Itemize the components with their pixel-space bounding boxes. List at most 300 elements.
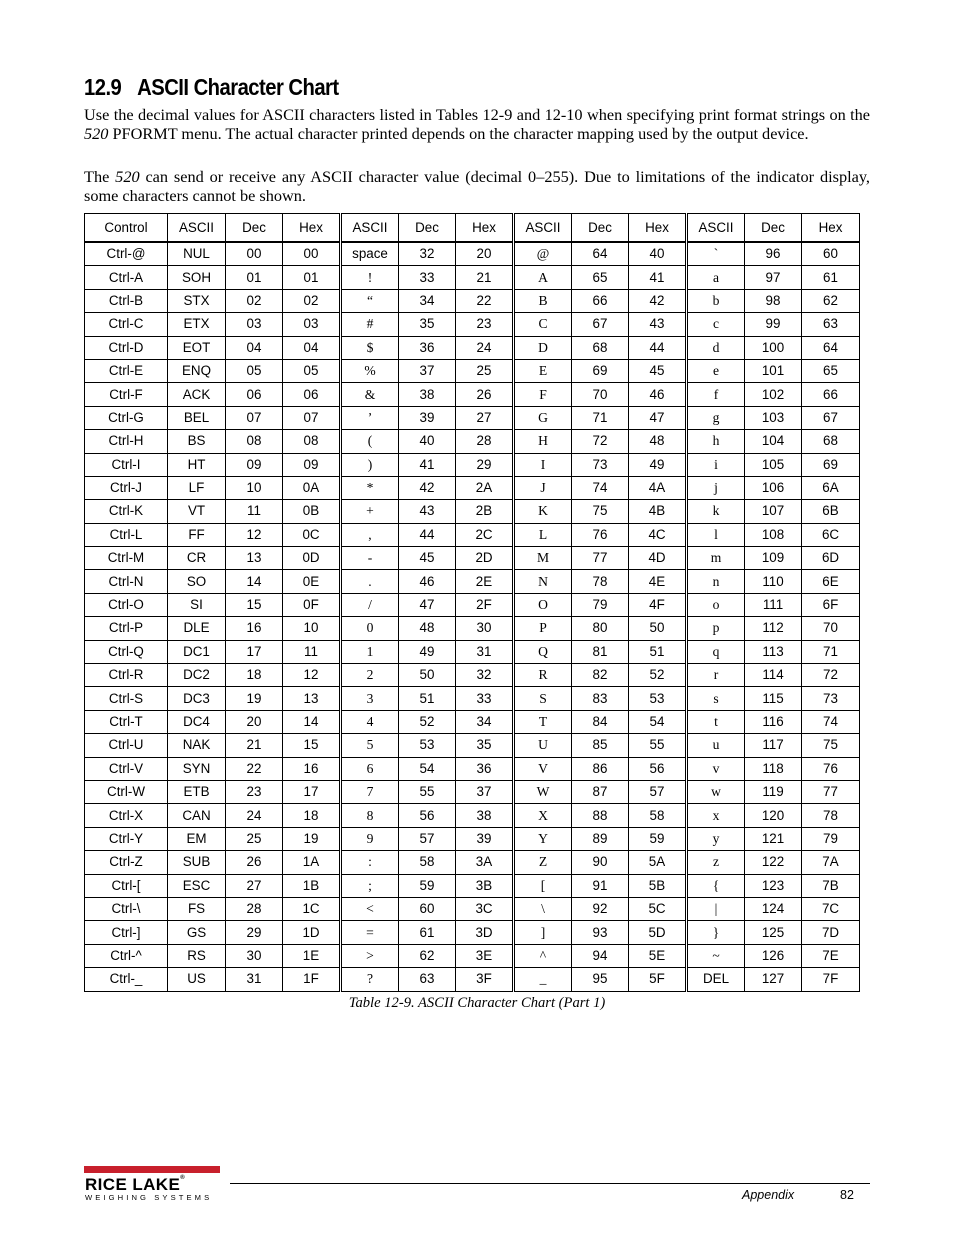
table-cell: 115 — [745, 687, 802, 710]
table-cell: 63 — [802, 313, 860, 336]
table-caption: Table 12-9. ASCII Character Chart (Part 1) — [348, 995, 606, 1011]
table-cell: 29 — [456, 453, 514, 476]
column-header: ASCII — [687, 214, 745, 243]
table-cell: 51 — [399, 687, 456, 710]
table-cell: Ctrl-U — [85, 734, 168, 757]
table-cell: 52 — [629, 664, 687, 687]
table-cell: < — [341, 897, 399, 920]
table-cell: 7A — [802, 851, 860, 874]
table-cell: LF — [168, 476, 226, 499]
table-cell: Ctrl-C — [85, 313, 168, 336]
table-cell: Ctrl-K — [85, 500, 168, 523]
table-cell: 1B — [283, 874, 341, 897]
table-cell: Ctrl-T — [85, 710, 168, 733]
table-cell: W — [514, 780, 572, 803]
table-cell: 5F — [629, 968, 687, 991]
table-cell: 18 — [283, 804, 341, 827]
table-cell: GS — [168, 921, 226, 944]
table-cell: 55 — [399, 780, 456, 803]
table-cell: 1F — [283, 968, 341, 991]
table-cell: 66 — [572, 289, 629, 312]
table-cell: ^ — [514, 944, 572, 967]
table-cell: 75 — [572, 500, 629, 523]
table-cell: 0A — [283, 476, 341, 499]
table-cell: 17 — [226, 640, 283, 663]
table-row — [85, 944, 860, 967]
table-cell: T — [514, 710, 572, 733]
table-cell: 11 — [226, 500, 283, 523]
table-cell: RS — [168, 944, 226, 967]
table-cell: [ — [514, 874, 572, 897]
table-cell: 09 — [226, 453, 283, 476]
table-cell: “ — [341, 289, 399, 312]
table-cell: / — [341, 593, 399, 616]
table-cell: c — [687, 313, 745, 336]
table-cell: I — [514, 453, 572, 476]
table-cell: ~ — [687, 944, 745, 967]
table-cell: 1E — [283, 944, 341, 967]
table-cell: 100 — [745, 336, 802, 359]
table-cell: w — [687, 780, 745, 803]
table-row — [85, 242, 860, 266]
table-cell: 32 — [456, 664, 514, 687]
table-cell: 46 — [399, 570, 456, 593]
table-cell: ’ — [341, 406, 399, 429]
table-cell: 21 — [226, 734, 283, 757]
table-cell: 65 — [802, 359, 860, 382]
table-row — [85, 406, 860, 429]
table-cell: 31 — [456, 640, 514, 663]
table-cell: 96 — [745, 242, 802, 266]
table-cell: 4E — [629, 570, 687, 593]
table-cell: 24 — [456, 336, 514, 359]
table-cell: 30 — [226, 944, 283, 967]
table-cell: 47 — [399, 593, 456, 616]
table-cell: u — [687, 734, 745, 757]
table-cell: 23 — [456, 313, 514, 336]
table-cell: _ — [514, 968, 572, 991]
table-cell: DC1 — [168, 640, 226, 663]
table-cell: P — [514, 617, 572, 640]
table-cell: ) — [341, 453, 399, 476]
table-cell: 121 — [745, 827, 802, 850]
table-cell: 76 — [572, 523, 629, 546]
table-cell: g — [687, 406, 745, 429]
column-header: ASCII — [514, 214, 572, 243]
table-cell: 3E — [456, 944, 514, 967]
table-cell: 26 — [456, 383, 514, 406]
table-row — [85, 804, 860, 827]
table-cell: 39 — [456, 827, 514, 850]
table-cell: 5B — [629, 874, 687, 897]
table-cell: M — [514, 547, 572, 570]
table-cell: Ctrl-F — [85, 383, 168, 406]
table-cell: 52 — [399, 710, 456, 733]
table-cell: 42 — [629, 289, 687, 312]
table-cell: 58 — [399, 851, 456, 874]
table-cell: 58 — [629, 804, 687, 827]
table-cell: 122 — [745, 851, 802, 874]
table-cell: Ctrl-W — [85, 780, 168, 803]
table-cell: 106 — [745, 476, 802, 499]
table-row — [85, 710, 860, 733]
table-cell: 4 — [341, 710, 399, 733]
table-cell: 6E — [802, 570, 860, 593]
section-number: 12.9 — [84, 74, 122, 100]
table-cell: ; — [341, 874, 399, 897]
table-row — [85, 874, 860, 897]
table-cell: SO — [168, 570, 226, 593]
table-cell: 77 — [572, 547, 629, 570]
table-cell: 0 — [341, 617, 399, 640]
table-cell: DC2 — [168, 664, 226, 687]
table-cell: ESC — [168, 874, 226, 897]
table-cell: 81 — [572, 640, 629, 663]
note-text-2: can send or receive any ASCII character value (decimal 0–255). Due to limitations of the indicator display, some characters cannot be shown. — [84, 167, 870, 205]
table-cell: DEL — [687, 968, 745, 991]
table-cell: 44 — [629, 336, 687, 359]
table-cell: 3C — [456, 897, 514, 920]
table-cell: 3A — [456, 851, 514, 874]
table-cell: 54 — [629, 710, 687, 733]
table-cell: 25 — [226, 827, 283, 850]
table-cell: Ctrl-X — [85, 804, 168, 827]
table-cell: 41 — [629, 266, 687, 289]
table-cell: A — [514, 266, 572, 289]
table-cell: * — [341, 476, 399, 499]
table-cell: 108 — [745, 523, 802, 546]
table-cell: 127 — [745, 968, 802, 991]
table-cell: 44 — [399, 523, 456, 546]
table-cell: 2C — [456, 523, 514, 546]
table-cell: 1A — [283, 851, 341, 874]
table-cell: 33 — [399, 266, 456, 289]
column-header: Dec — [226, 214, 283, 243]
table-cell: 5A — [629, 851, 687, 874]
table-cell: SYN — [168, 757, 226, 780]
table-cell: 73 — [572, 453, 629, 476]
table-cell: 24 — [226, 804, 283, 827]
table-cell: p — [687, 617, 745, 640]
table-cell: D — [514, 336, 572, 359]
table-cell: 37 — [456, 780, 514, 803]
table-cell: 111 — [745, 593, 802, 616]
table-cell: 00 — [226, 242, 283, 266]
table-cell: J — [514, 476, 572, 499]
table-cell: 57 — [399, 827, 456, 850]
table-cell: Ctrl-\ — [85, 897, 168, 920]
table-cell: 4F — [629, 593, 687, 616]
table-cell: ( — [341, 430, 399, 453]
table-cell: Ctrl-S — [85, 687, 168, 710]
table-cell: 5E — [629, 944, 687, 967]
table-cell: 08 — [283, 430, 341, 453]
table-cell: 74 — [802, 710, 860, 733]
table-cell: L — [514, 523, 572, 546]
table-cell: DC4 — [168, 710, 226, 733]
table-cell: 62 — [802, 289, 860, 312]
table-cell: b — [687, 289, 745, 312]
table-cell: 3F — [456, 968, 514, 991]
table-cell: Ctrl-Q — [85, 640, 168, 663]
table-cell: 7 — [341, 780, 399, 803]
table-cell: DC3 — [168, 687, 226, 710]
table-cell: 69 — [802, 453, 860, 476]
table-cell: 20 — [456, 242, 514, 266]
table-row — [85, 780, 860, 803]
table-cell: 4B — [629, 500, 687, 523]
table-cell: 10 — [226, 476, 283, 499]
table-cell: 50 — [399, 664, 456, 687]
table-cell: 73 — [802, 687, 860, 710]
table-cell: 34 — [399, 289, 456, 312]
table-cell: 0F — [283, 593, 341, 616]
table-cell: 2A — [456, 476, 514, 499]
table-cell: 68 — [802, 430, 860, 453]
table-cell: 2F — [456, 593, 514, 616]
table-cell: 28 — [456, 430, 514, 453]
table-cell: 54 — [399, 757, 456, 780]
table-row — [85, 313, 860, 336]
table-cell: \ — [514, 897, 572, 920]
table-cell: 0C — [283, 523, 341, 546]
logo-brand-text: RICE LAKE — [85, 1175, 181, 1194]
table-cell: 79 — [572, 593, 629, 616]
column-header: Dec — [572, 214, 629, 243]
table-cell: 22 — [226, 757, 283, 780]
table-cell: 7D — [802, 921, 860, 944]
table-cell: 61 — [399, 921, 456, 944]
logo-tagline: WEIGHING SYSTEMS — [85, 1193, 213, 1202]
table-row — [85, 476, 860, 499]
table-cell: EOT — [168, 336, 226, 359]
table-cell: 1D — [283, 921, 341, 944]
table-cell: K — [514, 500, 572, 523]
table-cell: 93 — [572, 921, 629, 944]
table-cell: 123 — [745, 874, 802, 897]
footer-section-name: Appendix — [742, 1188, 795, 1202]
table-cell: Ctrl-] — [85, 921, 168, 944]
table-row — [85, 757, 860, 780]
table-cell: t — [687, 710, 745, 733]
table-cell: 6 — [341, 757, 399, 780]
table-cell: 104 — [745, 430, 802, 453]
table-cell: 50 — [629, 617, 687, 640]
table-cell: x — [687, 804, 745, 827]
table-cell: 99 — [745, 313, 802, 336]
table-cell: 51 — [629, 640, 687, 663]
table-cell: SI — [168, 593, 226, 616]
table-cell: 72 — [572, 430, 629, 453]
table-cell: 23 — [226, 780, 283, 803]
table-cell: 65 — [572, 266, 629, 289]
table-cell: 80 — [572, 617, 629, 640]
table-cell: 38 — [399, 383, 456, 406]
table-cell: 110 — [745, 570, 802, 593]
table-cell: 30 — [456, 617, 514, 640]
table-cell: 14 — [226, 570, 283, 593]
table-cell: 119 — [745, 780, 802, 803]
table-row — [85, 359, 860, 382]
table-cell: 4A — [629, 476, 687, 499]
table-cell: 64 — [802, 336, 860, 359]
table-cell: 28 — [226, 897, 283, 920]
table-cell: 56 — [629, 757, 687, 780]
table-cell: Ctrl-A — [85, 266, 168, 289]
table-cell: U — [514, 734, 572, 757]
table-cell: 98 — [745, 289, 802, 312]
table-cell: 7F — [802, 968, 860, 991]
table-cell: CAN — [168, 804, 226, 827]
table-cell: 49 — [399, 640, 456, 663]
table-cell: r — [687, 664, 745, 687]
table-cell: 94 — [572, 944, 629, 967]
table-cell: STX — [168, 289, 226, 312]
table-cell: 6F — [802, 593, 860, 616]
column-header: Dec — [745, 214, 802, 243]
table-cell: 05 — [283, 359, 341, 382]
table-cell: 04 — [226, 336, 283, 359]
table-cell: 56 — [399, 804, 456, 827]
table-cell: 34 — [456, 710, 514, 733]
table-row — [85, 640, 860, 663]
table-cell: 27 — [226, 874, 283, 897]
table-cell: 91 — [572, 874, 629, 897]
table-cell: SUB — [168, 851, 226, 874]
table-cell: BEL — [168, 406, 226, 429]
table-cell: e — [687, 359, 745, 382]
table-cell: C — [514, 313, 572, 336]
table-cell: 92 — [572, 897, 629, 920]
table-cell: F — [514, 383, 572, 406]
table-cell: US — [168, 968, 226, 991]
table-header-row — [85, 214, 860, 243]
footer-rule — [230, 1183, 870, 1184]
table-cell: : — [341, 851, 399, 874]
table-cell: Ctrl-Y — [85, 827, 168, 850]
table-cell: 5 — [341, 734, 399, 757]
table-cell: h — [687, 430, 745, 453]
table-cell: 15 — [226, 593, 283, 616]
table-cell: ACK — [168, 383, 226, 406]
table-cell: Ctrl-R — [85, 664, 168, 687]
table-cell: 18 — [226, 664, 283, 687]
table-cell: 17 — [283, 780, 341, 803]
column-header: Hex — [802, 214, 860, 243]
table-cell: d — [687, 336, 745, 359]
table-cell: 60 — [802, 242, 860, 266]
table-cell: N — [514, 570, 572, 593]
table-cell: 13 — [226, 547, 283, 570]
table-cell: 2D — [456, 547, 514, 570]
table-body — [85, 242, 860, 991]
table-cell: 29 — [226, 921, 283, 944]
table-row — [85, 266, 860, 289]
table-cell: Q — [514, 640, 572, 663]
table-cell: 32 — [399, 242, 456, 266]
table-cell: 97 — [745, 266, 802, 289]
table-cell: 10 — [283, 617, 341, 640]
table-cell: ? — [341, 968, 399, 991]
table-cell: , — [341, 523, 399, 546]
table-cell: 03 — [226, 313, 283, 336]
table-cell: l — [687, 523, 745, 546]
table-row — [85, 500, 860, 523]
table-cell: 67 — [802, 406, 860, 429]
table-cell: 53 — [629, 687, 687, 710]
table-cell: 78 — [572, 570, 629, 593]
table-cell: Ctrl-[ — [85, 874, 168, 897]
table-cell: 75 — [802, 734, 860, 757]
table-cell: DLE — [168, 617, 226, 640]
table-cell: 3D — [456, 921, 514, 944]
table-cell: 19 — [283, 827, 341, 850]
table-row — [85, 687, 860, 710]
table-cell: 8 — [341, 804, 399, 827]
table-cell: 1C — [283, 897, 341, 920]
table-cell: 71 — [572, 406, 629, 429]
model-number: 520 — [115, 167, 140, 186]
rice-lake-logo — [84, 1166, 224, 1202]
table-cell: 118 — [745, 757, 802, 780]
table-cell: 03 — [283, 313, 341, 336]
table-cell: 7E — [802, 944, 860, 967]
table-cell: ! — [341, 266, 399, 289]
table-cell: Ctrl-E — [85, 359, 168, 382]
table-cell: 83 — [572, 687, 629, 710]
table-cell: 35 — [399, 313, 456, 336]
table-cell: 2B — [456, 500, 514, 523]
table-cell: > — [341, 944, 399, 967]
table-cell: m — [687, 547, 745, 570]
table-cell: 60 — [399, 897, 456, 920]
table-cell: HT — [168, 453, 226, 476]
table-cell: 107 — [745, 500, 802, 523]
table-cell: 04 — [283, 336, 341, 359]
table-cell: 6D — [802, 547, 860, 570]
table-cell: a — [687, 266, 745, 289]
table-cell: FS — [168, 897, 226, 920]
table-cell: Ctrl-Z — [85, 851, 168, 874]
column-header: Hex — [456, 214, 514, 243]
table-cell: 38 — [456, 804, 514, 827]
table-cell: Ctrl-O — [85, 593, 168, 616]
table-row — [85, 453, 860, 476]
table-cell: 59 — [399, 874, 456, 897]
table-cell: 126 — [745, 944, 802, 967]
table-cell: BS — [168, 430, 226, 453]
table-cell: 117 — [745, 734, 802, 757]
table-cell: 76 — [802, 757, 860, 780]
table-cell: 0B — [283, 500, 341, 523]
table-row — [85, 734, 860, 757]
table-row — [85, 430, 860, 453]
table-cell: 64 — [572, 242, 629, 266]
table-cell: Ctrl-V — [85, 757, 168, 780]
table-row — [85, 827, 860, 850]
table-cell: 09 — [283, 453, 341, 476]
table-cell: 21 — [456, 266, 514, 289]
table-cell: 103 — [745, 406, 802, 429]
column-header: ASCII — [168, 214, 226, 243]
table-cell: 15 — [283, 734, 341, 757]
table-cell: 86 — [572, 757, 629, 780]
table-cell: Ctrl-^ — [85, 944, 168, 967]
table-cell: 40 — [399, 430, 456, 453]
table-row — [85, 851, 860, 874]
table-cell: G — [514, 406, 572, 429]
table-cell: 6C — [802, 523, 860, 546]
